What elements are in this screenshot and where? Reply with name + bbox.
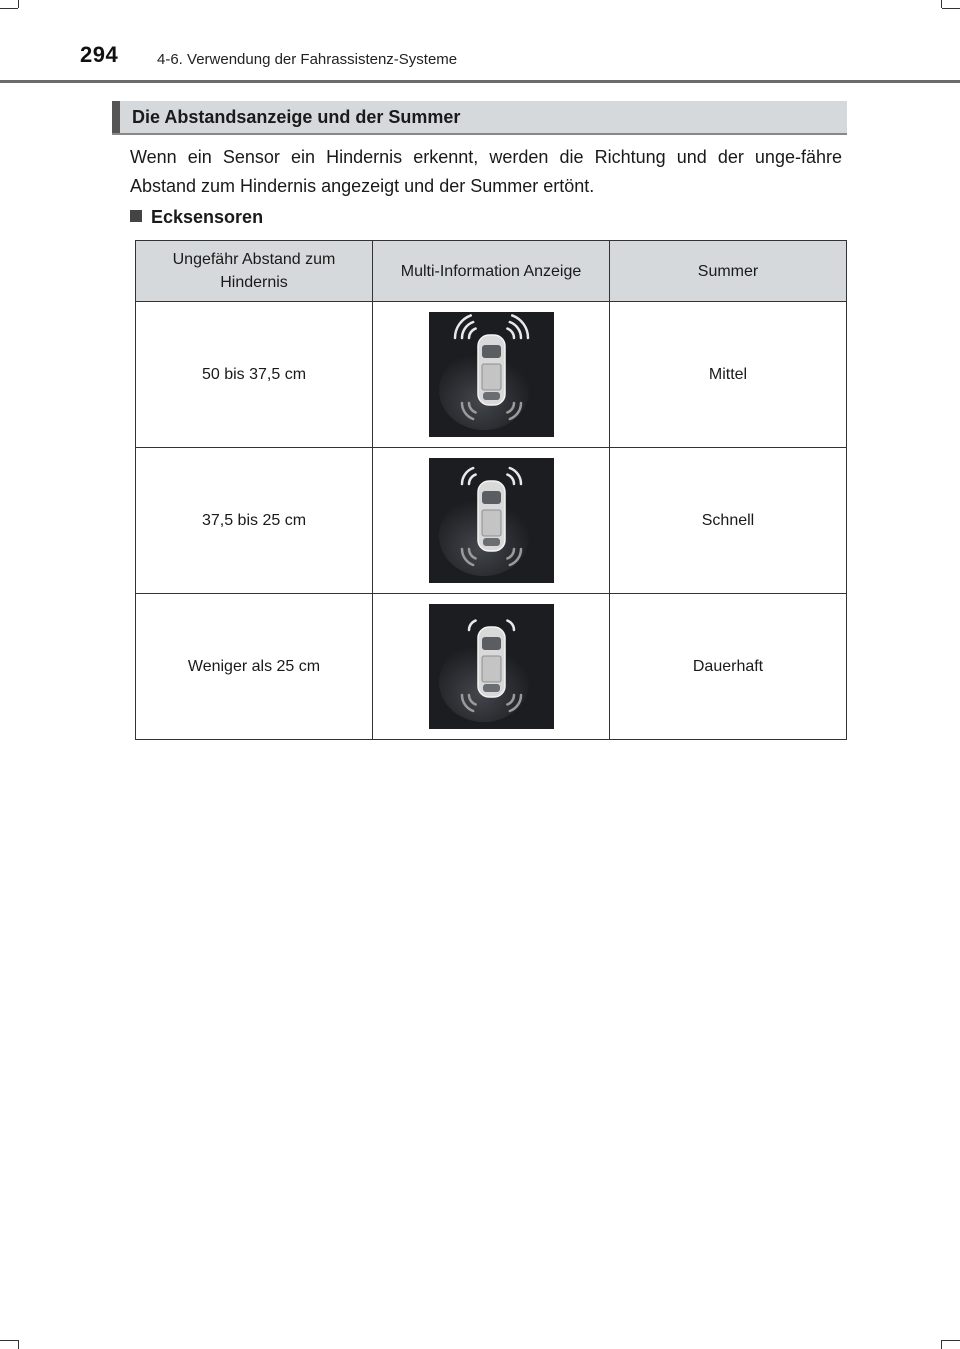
- distance-cell: 37,5 bis 25 cm: [136, 448, 373, 594]
- section-heading-text: Die Abstandsanzeige und der Summer: [132, 107, 461, 127]
- car-corner-sensor-display-icon: [429, 604, 554, 729]
- column-header-buzzer: Summer: [610, 241, 847, 302]
- crop-mark: [941, 0, 942, 8]
- crop-mark: [941, 1340, 942, 1349]
- crop-mark: [942, 1340, 960, 1341]
- table-header-row: [136, 241, 847, 302]
- display-cell: [373, 448, 610, 594]
- crop-mark: [942, 8, 960, 9]
- subheading-text: Ecksensoren: [151, 207, 264, 227]
- table-row: [136, 448, 847, 594]
- chapter-title: 4-6. Verwendung der Fahrassistenz-Systeme: [157, 51, 458, 68]
- car-corner-sensor-display-icon: [429, 312, 554, 437]
- header-rule: [0, 80, 960, 83]
- display-cell: [373, 302, 610, 448]
- crop-mark: [0, 8, 18, 9]
- crop-mark: [0, 1340, 18, 1341]
- distance-cell: 50 bis 37,5 cm: [136, 302, 373, 448]
- page-number: 294: [80, 42, 119, 67]
- column-header-display: Multi-Information Anzeige: [373, 241, 610, 302]
- display-cell: [373, 594, 610, 740]
- section-heading: [112, 101, 847, 133]
- buzzer-cell: Schnell: [610, 448, 847, 594]
- distance-cell: Weniger als 25 cm: [136, 594, 373, 740]
- subheading: [130, 207, 263, 228]
- table-row: [136, 594, 847, 740]
- buzzer-cell: Dauerhaft: [610, 594, 847, 740]
- table-row: [136, 302, 847, 448]
- car-corner-sensor-display-icon: [429, 458, 554, 583]
- intro-paragraph: Wenn ein Sensor ein Hindernis erkennt, werden die Richtung und der unge-fähre Abstand zum Hindernis angezeigt und der Summer ertönt.: [130, 147, 842, 196]
- crop-mark: [18, 0, 19, 8]
- buzzer-cell: Mittel: [610, 302, 847, 448]
- crop-mark: [18, 1340, 19, 1349]
- distance-table: [135, 240, 847, 740]
- square-bullet-icon: [130, 210, 142, 222]
- column-header-distance: Ungefähr Abstand zum Hindernis: [136, 241, 373, 302]
